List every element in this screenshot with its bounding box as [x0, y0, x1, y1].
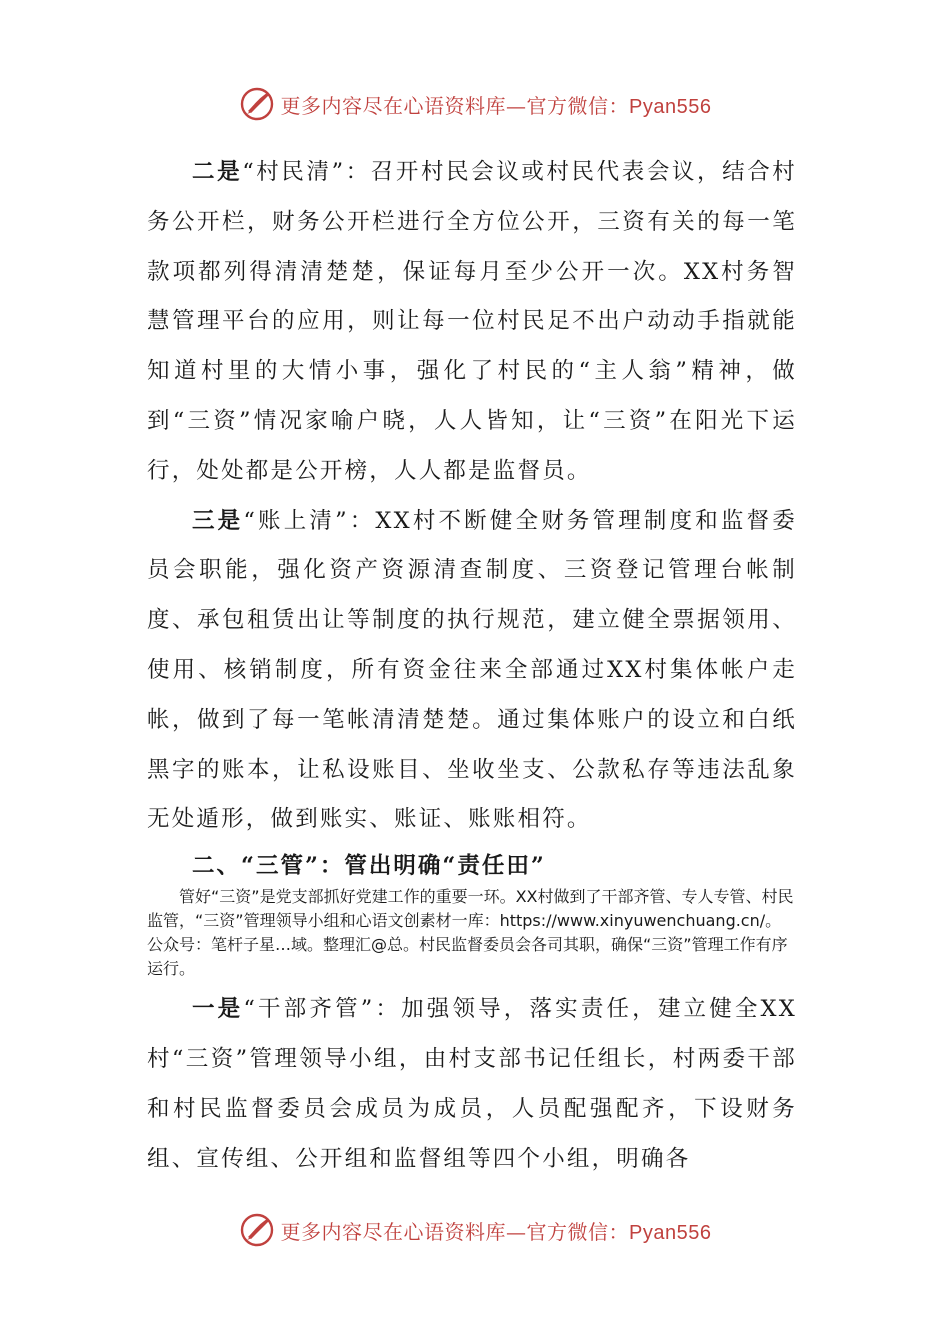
section-heading: 二、“三管”：管出明确“责任田” [192, 853, 546, 880]
paragraph-cadres-manage: 一是“干部齐管”：加强领导，落实责任，建立健全XX村“三资”管理领导小组，由村支部书记任组长，村两委干部和村民监督委员会成员为成员，人员配强配齐，下设财务组、宣传组、公开组和监督组等四个小组，明确各 [147, 996, 797, 1172]
section-intro: 管好“三资”是党支部抓好党建工作的重要一环。XX村做到了干部齐管、专人专管、村民监管，“三资”管理领导小组和心语文创素材一库：https://www.xinyuwenchuang.cn/。公众号：笔杆子星…域。整理汇@总。村民监督委员会各司其职，确保“三资”管理工作有序运行。 [147, 887, 794, 979]
paragraph-accounts-clear: 三是“账上清”：XX村不断健全财务管理制度和监督委员会职能，强化资产资源清查制度、三资登记管理台帐制度、承包租赁出让等制度的执行规范，建立健全票据领用、使用、核销制度，所有资金往来全部通过XX村集体帐户走帐，做到了每一笔帐清清楚楚。通过集体账户的设立和白纸黑字的账本，让私设账目、坐收坐支、公款私存等违法乱象无处遁形，做到账实、账证、账账相符。 [147, 507, 797, 833]
pen-logo-icon [239, 1212, 275, 1248]
footer-watermark [0, 1210, 950, 1250]
document-body [147, 148, 797, 1184]
watermark-text: 更多内容尽在心语资料库—官方微信：Pyan556 [280, 93, 712, 118]
header-watermark [0, 84, 950, 124]
pen-logo-icon [239, 86, 275, 122]
paragraph-villagers-clear: 二是“村民清”：召开村民会议或村民代表会议，结合村务公开栏，财务公开栏进行全方位公开，三资有关的每一笔款项都列得清清楚楚，保证每月至少公开一次。XX村务智慧管理平台的应用，则让每一位村民足不出户动动手指就能知道村里的大情小事，强化了村民的“主人翁”精神，做到“三资”情况家喻户晓，人人皆知，让“三资”在阳光下运行，处处都是公开榜，人人都是监督员。 [147, 159, 798, 484]
watermark-text: 更多内容尽在心语资料库—官方微信：Pyan556 [280, 1219, 712, 1244]
